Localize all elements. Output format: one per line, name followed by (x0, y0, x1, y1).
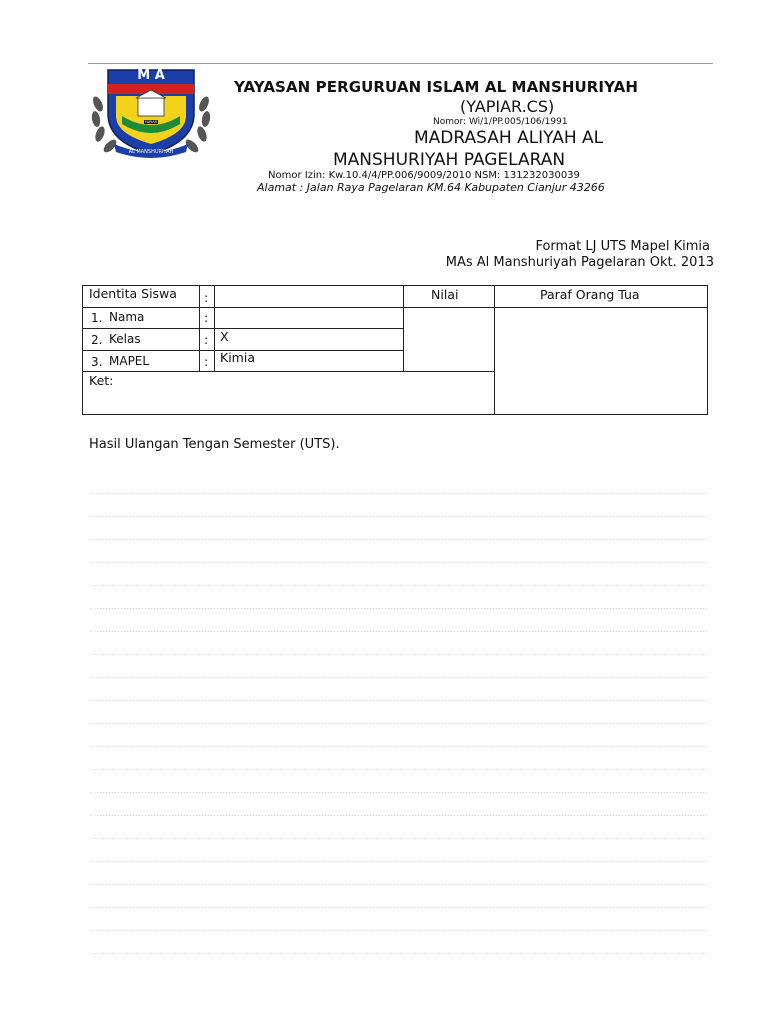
foundation-number: Nomor: Wi/1/PP.005/106/1991 (433, 117, 568, 127)
answer-line[interactable] (90, 493, 708, 494)
answer-line[interactable] (90, 723, 708, 724)
table-divider (82, 371, 495, 372)
format-line2: MAs Al Manshuriyah Pagelaran Okt. 2013 (445, 255, 714, 270)
table-divider (82, 307, 708, 308)
logo-small-text: YAPIAR (144, 120, 158, 124)
table-divider (199, 285, 200, 371)
colon: : (204, 332, 209, 347)
logo-letters: M A (137, 68, 165, 83)
permit-number: Nomor Izin: Kw.10.4/4/PP.006/9009/2010 NSM: 131232030039 (268, 170, 580, 181)
school-address: Alamat : Jalan Raya Pagelaran KM.64 Kabupaten Cianjur 43266 (257, 181, 605, 194)
format-line1: Format LJ UTS Mapel Kimia (535, 239, 710, 254)
foundation-abbr: (YAPIAR.CS) (460, 97, 555, 116)
row-label-mapel: MAPEL (109, 354, 150, 368)
answer-line[interactable] (90, 953, 708, 954)
answer-line[interactable] (90, 654, 708, 655)
answer-line[interactable] (90, 677, 708, 678)
row-value-mapel[interactable]: Kimia (220, 350, 255, 365)
answer-line[interactable] (90, 769, 708, 770)
school-name-line2: MANSHURIYAH PAGELARAN (333, 150, 566, 170)
answer-line[interactable] (90, 815, 708, 816)
table-divider (82, 328, 403, 329)
answer-line[interactable] (90, 539, 708, 540)
answer-line[interactable] (90, 700, 708, 701)
hasil-heading: Hasil Ulangan Tengan Semester (UTS). (89, 437, 340, 452)
answer-line[interactable] (90, 631, 708, 632)
logo-banner: AL MANSHURIYAH (128, 149, 174, 155)
ket-label: Ket: (89, 373, 114, 388)
row-label-nama: Nama (109, 310, 145, 324)
answer-line[interactable] (90, 907, 708, 908)
row-value-kelas[interactable]: X (220, 329, 229, 344)
row-number: 1. (91, 311, 103, 325)
foundation-name: YAYASAN PERGURUAN ISLAM AL MANSHURIYAH (234, 78, 638, 96)
school-name-line1: MADRASAH ALIYAH AL (414, 128, 604, 148)
row-label-kelas: Kelas (109, 332, 141, 346)
table-divider (214, 285, 215, 371)
answer-line[interactable] (90, 746, 708, 747)
colon: : (204, 290, 209, 305)
school-logo (88, 64, 214, 160)
answer-line[interactable] (90, 792, 708, 793)
identity-header: Identita Siswa (89, 286, 177, 301)
table-divider (403, 285, 404, 371)
answer-line[interactable] (90, 562, 708, 563)
answer-line[interactable] (90, 861, 708, 862)
answer-line[interactable] (90, 608, 708, 609)
colon: : (204, 310, 209, 325)
answer-line[interactable] (90, 585, 708, 586)
answer-line[interactable] (90, 516, 708, 517)
row-number: 2. (91, 333, 103, 347)
answer-line[interactable] (90, 930, 708, 931)
answer-line[interactable] (90, 838, 708, 839)
table-divider (494, 285, 495, 415)
nilai-header: Nilai (431, 287, 459, 302)
answer-line[interactable] (90, 884, 708, 885)
row-number: 3. (91, 355, 103, 369)
paraf-header: Paraf Orang Tua (540, 287, 640, 302)
colon: : (204, 354, 209, 369)
